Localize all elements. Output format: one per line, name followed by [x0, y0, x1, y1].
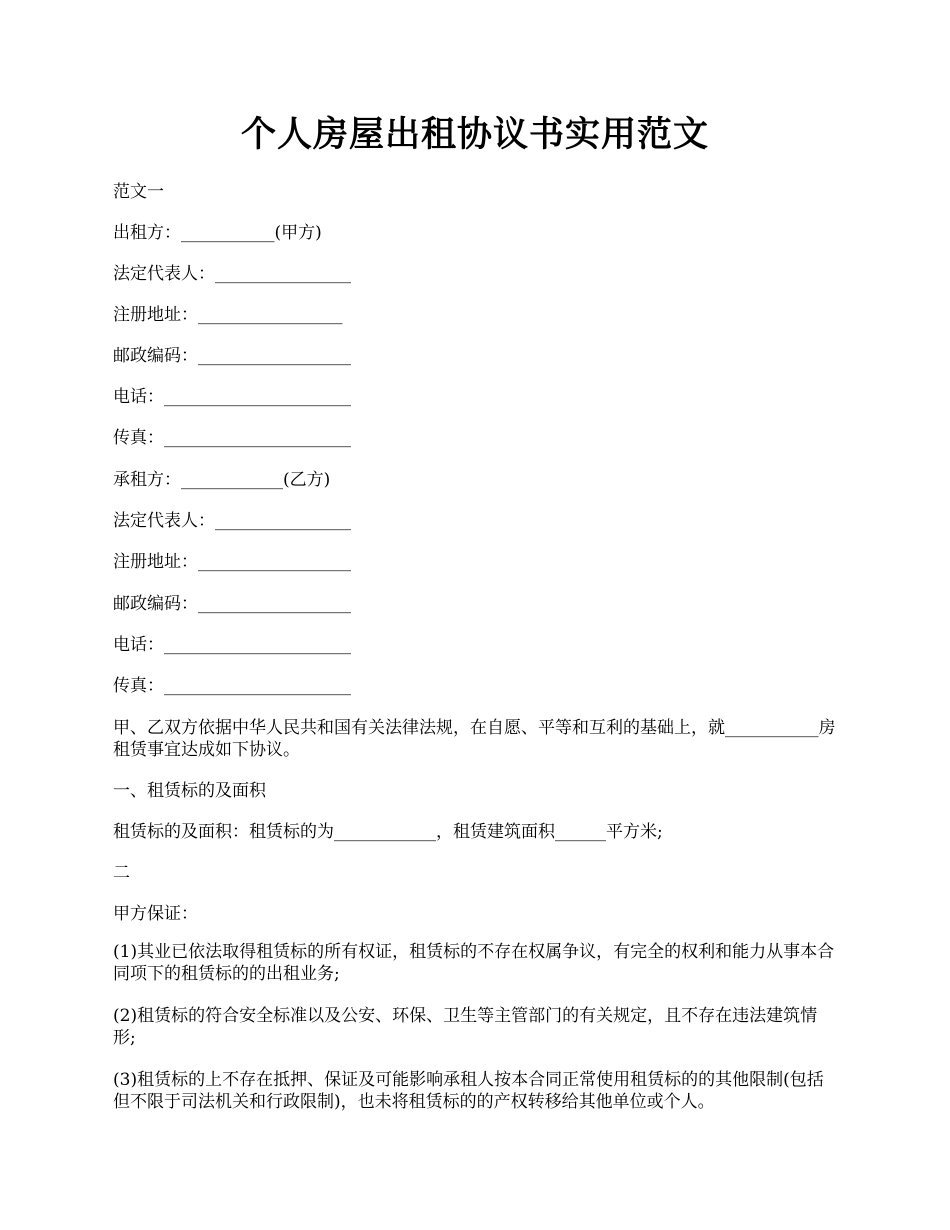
lease-area-paragraph: 租赁标的及面积：租赁标的为____________，租赁建筑面积______平方米;	[113, 822, 663, 842]
section-label: 范文一	[113, 182, 164, 202]
section-heading-2: 二	[113, 863, 130, 883]
lessor-fax-field: 传真：______________________	[113, 428, 351, 448]
lessee-field: 承租方：____________(乙方)	[113, 470, 331, 490]
agreement-intro-paragraph: 甲、乙双方依据中华人民共和国有关法律法规，在自愿、平等和互利的基础上，就___________房租赁事宜达成如下协议。	[113, 718, 836, 760]
guarantee-item-2: (2)租赁标的符合安全标准以及公安、环保、卫生等主管部门的有关规定，且不存在违法建筑情形;	[113, 1006, 818, 1048]
lessor-postcode-field: 邮政编码：__________________	[113, 346, 351, 366]
lessee-legal-rep-field: 法定代表人：________________	[113, 511, 351, 531]
lessor-guarantee-heading: 甲方保证：	[113, 904, 198, 924]
lessor-phone-field: 电话：______________________	[113, 387, 351, 407]
lessor-address-field: 注册地址：_________________	[113, 305, 343, 325]
lessee-phone-field: 电话：______________________	[113, 635, 351, 655]
page-title: 个人房屋出租协议书实用范文	[240, 114, 709, 155]
lessee-address-field: 注册地址：__________________	[113, 552, 351, 572]
guarantee-item-1: (1)其业已依法取得租赁标的所有权证，租赁标的不存在权属争议，有完全的权利和能力从事本合同项下的租赁标的的出租业务;	[113, 942, 835, 984]
lessee-fax-field: 传真：______________________	[113, 676, 351, 696]
lessor-field: 出租方：___________(甲方)	[113, 223, 322, 243]
guarantee-item-3: (3)租赁标的上不存在抵押、保证及可能影响承租人按本合同正常使用租赁标的的其他限制(包括但不限于司法机关和行政限制)，也未将租赁标的的产权转移给其他单位或个人。	[113, 1070, 824, 1112]
lessor-legal-rep-field: 法定代表人：________________	[113, 264, 351, 284]
section-heading-1: 一、租赁标的及面积	[113, 781, 266, 801]
lessee-postcode-field: 邮政编码：__________________	[113, 594, 351, 614]
